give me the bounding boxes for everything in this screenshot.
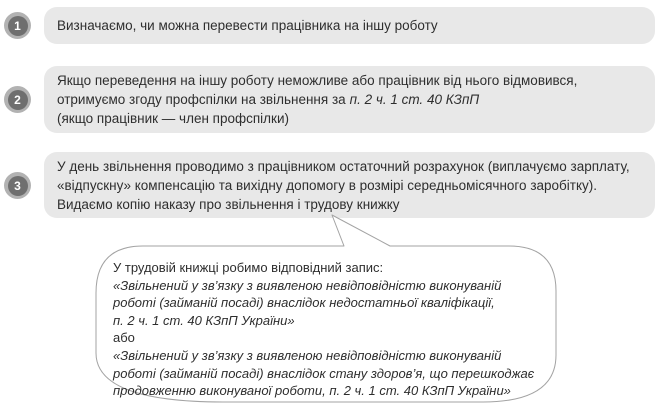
bubble-record-2-line-2: роботі (займаній посаді) внаслідок стану здоров’я, що перешкоджає	[113, 365, 535, 381]
step-3-text-line-2: «відпускну» компенсацію та вихідну допомогу в розмірі середньомісячного заробітку).	[57, 177, 597, 193]
speech-bubble-text	[113, 259, 545, 400]
bubble-line-or: або	[113, 330, 135, 346]
bubble-record-2-line-3: продовженню виконуваної роботи, п. 2 ч. 1 ст. 40 КЗпП України»	[113, 383, 511, 399]
step-3-text-line-1: У день звільнення проводимо з працівником остаточний розрахунок (виплачуємо зарплату,	[57, 158, 630, 174]
step-2-text-line-1: Якщо переведення на іншу роботу неможливе або працівник від нього відмовився,	[57, 73, 578, 88]
step-1-box	[44, 7, 655, 44]
bubble-record-2-line-1: «Звільнений у зв’язку з виявленою невідповідністю виконуваній	[113, 347, 502, 363]
step-1-number-badge	[4, 12, 31, 39]
bubble-record-1-line-3: п. 2 ч. 1 ст. 40 КЗпП України»	[113, 312, 295, 328]
step-3-number-badge	[4, 172, 31, 199]
step-2-text-regular: отримуємо згоду профспілки на звільнення за	[57, 92, 346, 107]
bubble-line-intro: У трудовій книжці робимо відповідний запис:	[113, 260, 384, 275]
step-2-box	[44, 66, 655, 133]
step-2-text-law-reference: п. 2 ч. 1 ст. 40 КЗпП	[349, 92, 480, 107]
step-2-text-line-2	[57, 90, 645, 109]
step-1-text: Визначаємо, чи можна перевести працівника на іншу роботу	[57, 18, 438, 33]
step-3-text-line-3: Видаємо копію наказу про звільнення і трудову книжку	[57, 196, 400, 212]
step-2-number-badge	[4, 86, 31, 113]
step-2-text-line-3: (якщо працівник — член профспілки)	[57, 111, 289, 126]
step-2-number: 2	[8, 90, 28, 110]
step-3-number: 3	[8, 176, 28, 196]
step-1-number: 1	[8, 16, 28, 36]
bubble-record-1-line-1: «Звільнений у зв’язку з виявленою невідповідністю виконуваній	[113, 277, 502, 293]
bubble-record-1-line-2: роботі (займаній посаді) внаслідок недостатньої кваліфікації,	[113, 295, 495, 311]
